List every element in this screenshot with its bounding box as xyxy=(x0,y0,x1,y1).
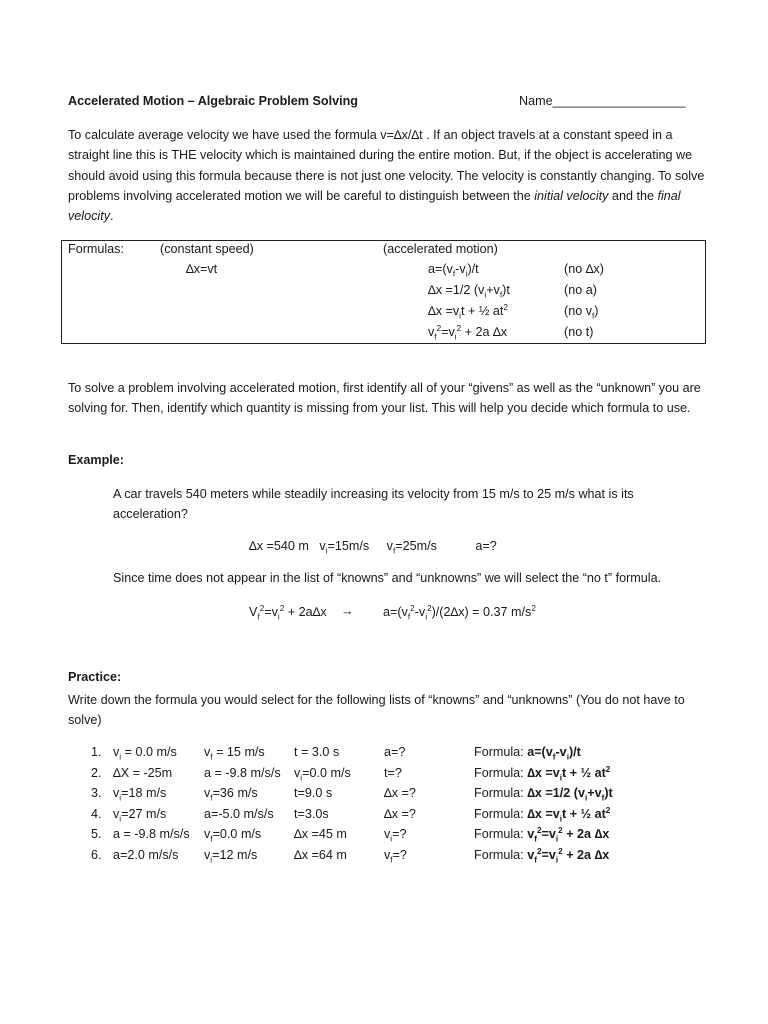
practice-item-2-c2: a = -9.8 m/s/s xyxy=(204,765,281,780)
practice-item-4-num: 4. xyxy=(91,806,102,821)
practice-item-5-num: 5. xyxy=(91,827,102,842)
practice-item-4-c3: t=3.0s xyxy=(294,806,329,821)
practice-item-1-num: 1. xyxy=(91,745,102,759)
practice-item-6-c2: $v_i=12$ m/s xyxy=(204,848,258,865)
formula-no-dx-tag: (no ∆x) xyxy=(564,262,604,276)
example-heading: Example: xyxy=(68,453,124,467)
example-problem: A car travels 540 meters while steadily increasing its velocity from 15 m/s to 25 m/s what is its acceleration? xyxy=(113,487,634,522)
practice-item-3-c2: $v_f=36$ m/s xyxy=(204,786,258,803)
intro-italic-final-velocity: final velocity xyxy=(68,188,681,224)
formula-no-dx: $a=(v_f-v_i)/t$ xyxy=(428,262,479,279)
arrow-icon: → xyxy=(341,604,354,618)
practice-item-3-c1: $v_i=18$ m/s xyxy=(113,786,167,803)
example-givens: ∆x =540 m $v_i=15m/s$ $v_f=25m/s$ a=? xyxy=(249,539,497,556)
example-solution-right: $a=(v_f^2-v_i^2)/(2\Delta x) = 0.37$ $m/s^2$ xyxy=(383,603,536,622)
intro-paragraph xyxy=(68,125,708,226)
practice-item-2-num: 2. xyxy=(91,765,102,780)
formulas-label: Formulas: xyxy=(68,242,124,256)
practice-item-2-c4: t=? xyxy=(384,765,402,780)
practice-item-5-c2: $v_f=0.0$ m/s xyxy=(204,827,262,844)
formula-no-vf: $\Delta x =v_it$ + ½ $at^2$ xyxy=(428,302,508,321)
constant-speed-formula: ∆x=vt xyxy=(186,262,218,276)
practice-item-3-formula: Formula: ∆x =1/2 $(v_i+v_f)t$ xyxy=(474,786,613,803)
practice-item-1-c3: t = 3.0 s xyxy=(294,745,340,759)
practice-item-1-c4: a=? xyxy=(384,745,406,759)
practice-item-2-c3: $v_i=0.0$ m/s xyxy=(294,765,351,783)
practice-item-2-formula: Formula: $\Delta x =v_it$ + ½ $at^2$ xyxy=(474,764,611,783)
constant-speed-heading: (constant speed) xyxy=(160,242,254,256)
practice-item-2-c1: ∆X = -25m xyxy=(113,765,173,780)
intro-italic-initial-velocity: initial velocity xyxy=(534,188,609,203)
practice-item-6-num: 6. xyxy=(91,848,102,862)
practice-item-6-c3: ∆x =64 m xyxy=(294,848,347,862)
intro-text-c: . xyxy=(110,209,114,224)
practice-item-3-num: 3. xyxy=(91,786,102,801)
practice-item-4-c1: $v_i=27$ m/s xyxy=(113,806,167,824)
practice-item-3-c4: ∆x =? xyxy=(384,786,416,801)
practice-item-5-formula: Formula: $v_f^2=v_i^2 + 2a$ ∆x xyxy=(474,826,610,844)
practice-heading: Practice: xyxy=(68,670,122,684)
page-title: Accelerated Motion – Algebraic Problem Solving xyxy=(68,94,358,108)
intro-text-a: To calculate average velocity we have used the formula v=∆x/∆t . If an object travels at a constant speed in a straight line this is THE velocity which is maintained during the entire motion. But, if the object is accelerating we should avoid using this formula because there is not just one velocity. The velocity is constantly changing. To solve problems involving accelerated motion we will be careful to distinguish between the xyxy=(68,128,705,203)
formula-no-a-tag: (no a) xyxy=(564,283,597,297)
formula-no-a: ∆x =1/2 $(v_i+v_f)t$ xyxy=(428,283,510,300)
practice-item-5-c1: a = -9.8 m/s/s xyxy=(113,827,190,842)
formula-no-vf-tag: (no $v_f$) xyxy=(564,304,599,321)
practice-item-5-c3: ∆x =45 m xyxy=(294,827,347,842)
intro-text-b: and the xyxy=(608,188,658,203)
practice-item-6-c4: $v_f=$? xyxy=(384,848,407,865)
practice-item-1-c1: $v_i = 0.0$ m/s xyxy=(113,745,177,762)
practice-item-1-formula: Formula: $a=(v_f-v_i)/t$ xyxy=(474,745,581,762)
practice-item-4-c4: ∆x =? xyxy=(384,806,416,821)
name-field: Name___________________ xyxy=(519,94,686,108)
practice-item-3-c3: t=9.0 s xyxy=(294,786,333,801)
formula-no-t: $v_f^2=v_i^2 + 2a$ ∆x xyxy=(428,323,508,342)
practice-item-6-c1: a=2.0 m/s/s xyxy=(113,848,179,862)
practice-instructions: Write down the formula you would select for the following lists of “knowns” and “unknowns” (You do not have to solve) xyxy=(68,693,685,728)
practice-item-6-formula: Formula: $v_f^2=v_i^2 + 2a$ ∆x xyxy=(474,846,610,865)
accelerated-motion-heading: (accelerated motion) xyxy=(383,242,498,256)
practice-item-5-c4: $v_i=$? xyxy=(384,827,407,844)
practice-item-4-c2: a=-5.0 m/s/s xyxy=(204,806,274,821)
example-solution-left: $V_f^2=v_i^2 + 2a\Delta x$ xyxy=(249,603,327,622)
practice-item-1-c2: $v_f = 15$ m/s xyxy=(204,745,265,762)
practice-item-4-formula: Formula: $\Delta x =v_it$ + ½ $at^2$ xyxy=(474,805,611,824)
example-reasoning: Since time does not appear in the list of “knowns” and “unknowns” we will select the “no t” formula. xyxy=(113,571,662,585)
instructions-paragraph: To solve a problem involving accelerated motion, first identify all of your “givens” as well as the “unknown” you are solving for. Then, identify which quantity is missing from your list. This will help you decide which formula to use. xyxy=(68,381,701,416)
formula-no-t-tag: (no t) xyxy=(564,325,594,339)
